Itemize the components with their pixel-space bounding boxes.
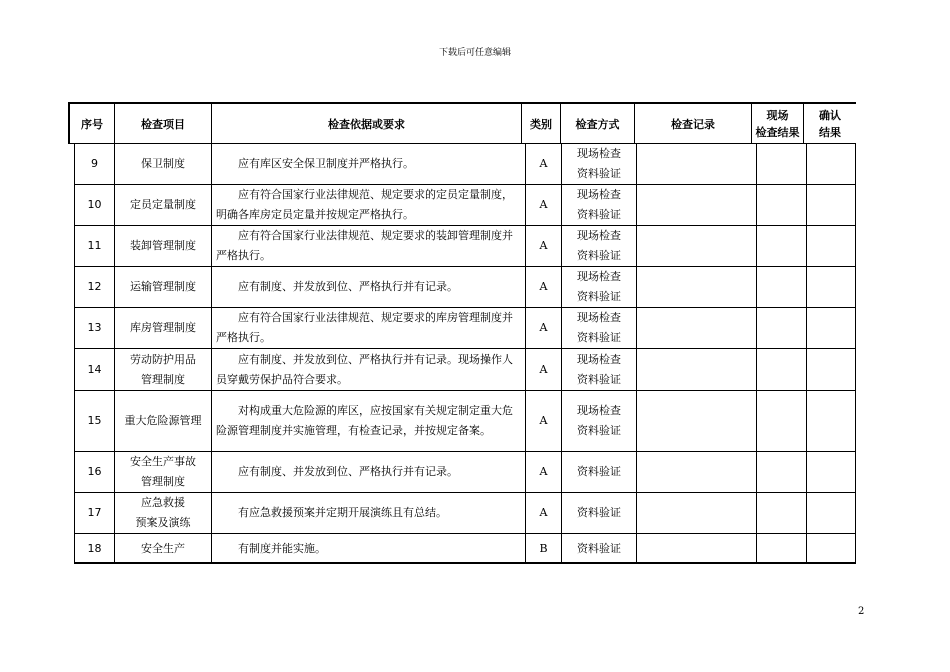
row-confirm [806, 452, 855, 492]
row-site-result [756, 452, 806, 492]
requirement-text: 应有制度、并发放到位、严格执行并有记录。 [238, 280, 458, 293]
requirement-text: 应有制度、并发放到位、严格执行并有记录。 [238, 465, 458, 478]
row-record [636, 349, 756, 390]
row-method: 资料验证 [561, 534, 636, 564]
row-site-result [756, 534, 806, 564]
row-requirement [211, 493, 525, 533]
row-confirm [806, 144, 855, 184]
row-confirm [806, 267, 855, 307]
header-record: 检查记录 [634, 104, 751, 144]
row-confirm [806, 391, 855, 451]
row-category: A [525, 493, 561, 533]
requirement-text: 应有符合国家行业法律规范、规定要求的库房管理制度并严格执行。 [216, 311, 513, 344]
row-record [636, 226, 756, 266]
requirement-text: 应有符合国家行业法律规范、规定要求的定员定量制度，明确各库房定员定量并按规定严格执行。 [216, 188, 513, 221]
row-site-result [756, 493, 806, 533]
row-method: 现场检查 资料验证 [561, 267, 636, 307]
row-site-result [756, 144, 806, 184]
table-row [75, 185, 855, 226]
row-confirm [806, 226, 855, 266]
header-confirm: 确认 结果 [803, 104, 856, 144]
row-number: 16 [87, 465, 102, 478]
page-number: 2 [858, 606, 865, 617]
table-row [75, 349, 855, 391]
table-row [75, 267, 855, 308]
row-number: 9 [91, 157, 98, 170]
row-record [636, 452, 756, 492]
top-note: 下载后可任意编辑 [438, 48, 511, 58]
row-site-result [756, 349, 806, 390]
row-item: 重大危险源管理 [114, 391, 211, 451]
row-item: 劳动防护用品 管理制度 [114, 349, 211, 390]
row-category: A [525, 226, 561, 266]
row-requirement [211, 308, 525, 348]
row-category: A [525, 185, 561, 225]
row-category: A [525, 267, 561, 307]
table-row [75, 391, 855, 452]
row-method: 现场检查 资料验证 [561, 349, 636, 390]
row-category: A [525, 144, 561, 184]
row-category: A [525, 308, 561, 348]
row-method: 资料验证 [561, 493, 636, 533]
table-row [75, 308, 855, 349]
requirement-text: 应有制度、并发放到位、严格执行并有记录。现场操作人员穿戴劳保护品符合要求。 [216, 352, 513, 386]
row-number: 14 [87, 362, 102, 376]
table-row [75, 534, 855, 564]
row-requirement [211, 144, 525, 184]
row-number: 12 [87, 280, 102, 293]
table-row [75, 493, 855, 534]
row-category: B [525, 534, 561, 564]
header-site-result: 现场 检查结果 [751, 104, 803, 144]
row-record [636, 493, 756, 533]
row-requirement [211, 185, 525, 225]
row-site-result [756, 391, 806, 451]
row-confirm [806, 185, 855, 225]
row-confirm [806, 349, 855, 390]
row-method: 现场检查 资料验证 [561, 144, 636, 184]
row-number: 17 [87, 506, 102, 519]
row-item: 安全生产事故 管理制度 [114, 452, 211, 492]
row-site-result [756, 226, 806, 266]
row-item: 装卸管理制度 [114, 226, 211, 266]
row-item: 应急救援 预案及演练 [114, 493, 211, 533]
header-no: 序号 [81, 117, 103, 131]
row-category: A [525, 349, 561, 390]
header-category: 类别 [521, 104, 560, 144]
table-header [68, 102, 856, 144]
row-category: A [525, 452, 561, 492]
row-item: 定员定量制度 [114, 185, 211, 225]
table-row [75, 226, 855, 267]
header-basis: 检查依据或要求 [211, 104, 521, 144]
row-site-result [756, 185, 806, 225]
requirement-text: 有应急救援预案并定期开展演练且有总结。 [238, 506, 447, 519]
row-number: 15 [87, 414, 102, 427]
row-requirement [211, 452, 525, 492]
row-confirm [806, 493, 855, 533]
row-requirement [211, 534, 525, 564]
row-number: 13 [87, 321, 102, 334]
header-item: 检查项目 [114, 104, 211, 144]
row-method: 现场检查 资料验证 [561, 308, 636, 348]
row-record [636, 185, 756, 225]
row-item: 库房管理制度 [114, 308, 211, 348]
row-method: 现场检查 资料验证 [561, 185, 636, 225]
row-record [636, 267, 756, 307]
row-requirement [211, 267, 525, 307]
row-site-result [756, 267, 806, 307]
row-number: 11 [87, 239, 102, 252]
row-record [636, 308, 756, 348]
row-site-result [756, 308, 806, 348]
row-requirement [211, 226, 525, 266]
row-confirm [806, 308, 855, 348]
row-requirement [211, 349, 525, 390]
row-record [636, 391, 756, 451]
header-method: 检查方式 [560, 104, 634, 144]
row-method: 现场检查 资料验证 [561, 226, 636, 266]
row-item: 安全生产 [114, 534, 211, 564]
row-requirement [211, 391, 525, 451]
row-record [636, 144, 756, 184]
row-number: 10 [87, 198, 102, 211]
row-method: 资料验证 [561, 452, 636, 492]
requirement-text: 应有符合国家行业法律规范、规定要求的装卸管理制度并严格执行。 [216, 229, 513, 262]
table-body [74, 144, 856, 564]
row-record [636, 534, 756, 564]
row-confirm [806, 534, 855, 564]
row-item: 运输管理制度 [114, 267, 211, 307]
row-item: 保卫制度 [114, 144, 211, 184]
requirement-text: 应有库区安全保卫制度并严格执行。 [238, 157, 414, 170]
requirement-text: 有制度并能实施。 [238, 542, 326, 555]
requirement-text: 对构成重大危险源的库区，应按国家有关规定制定重大危险源管理制度并实施管理，有检查记录，并按规定备案。 [216, 404, 513, 437]
table-row [75, 144, 855, 185]
row-method: 现场检查 资料验证 [561, 391, 636, 451]
row-category: A [525, 391, 561, 451]
table-row [75, 452, 855, 493]
row-number: 18 [87, 542, 102, 555]
